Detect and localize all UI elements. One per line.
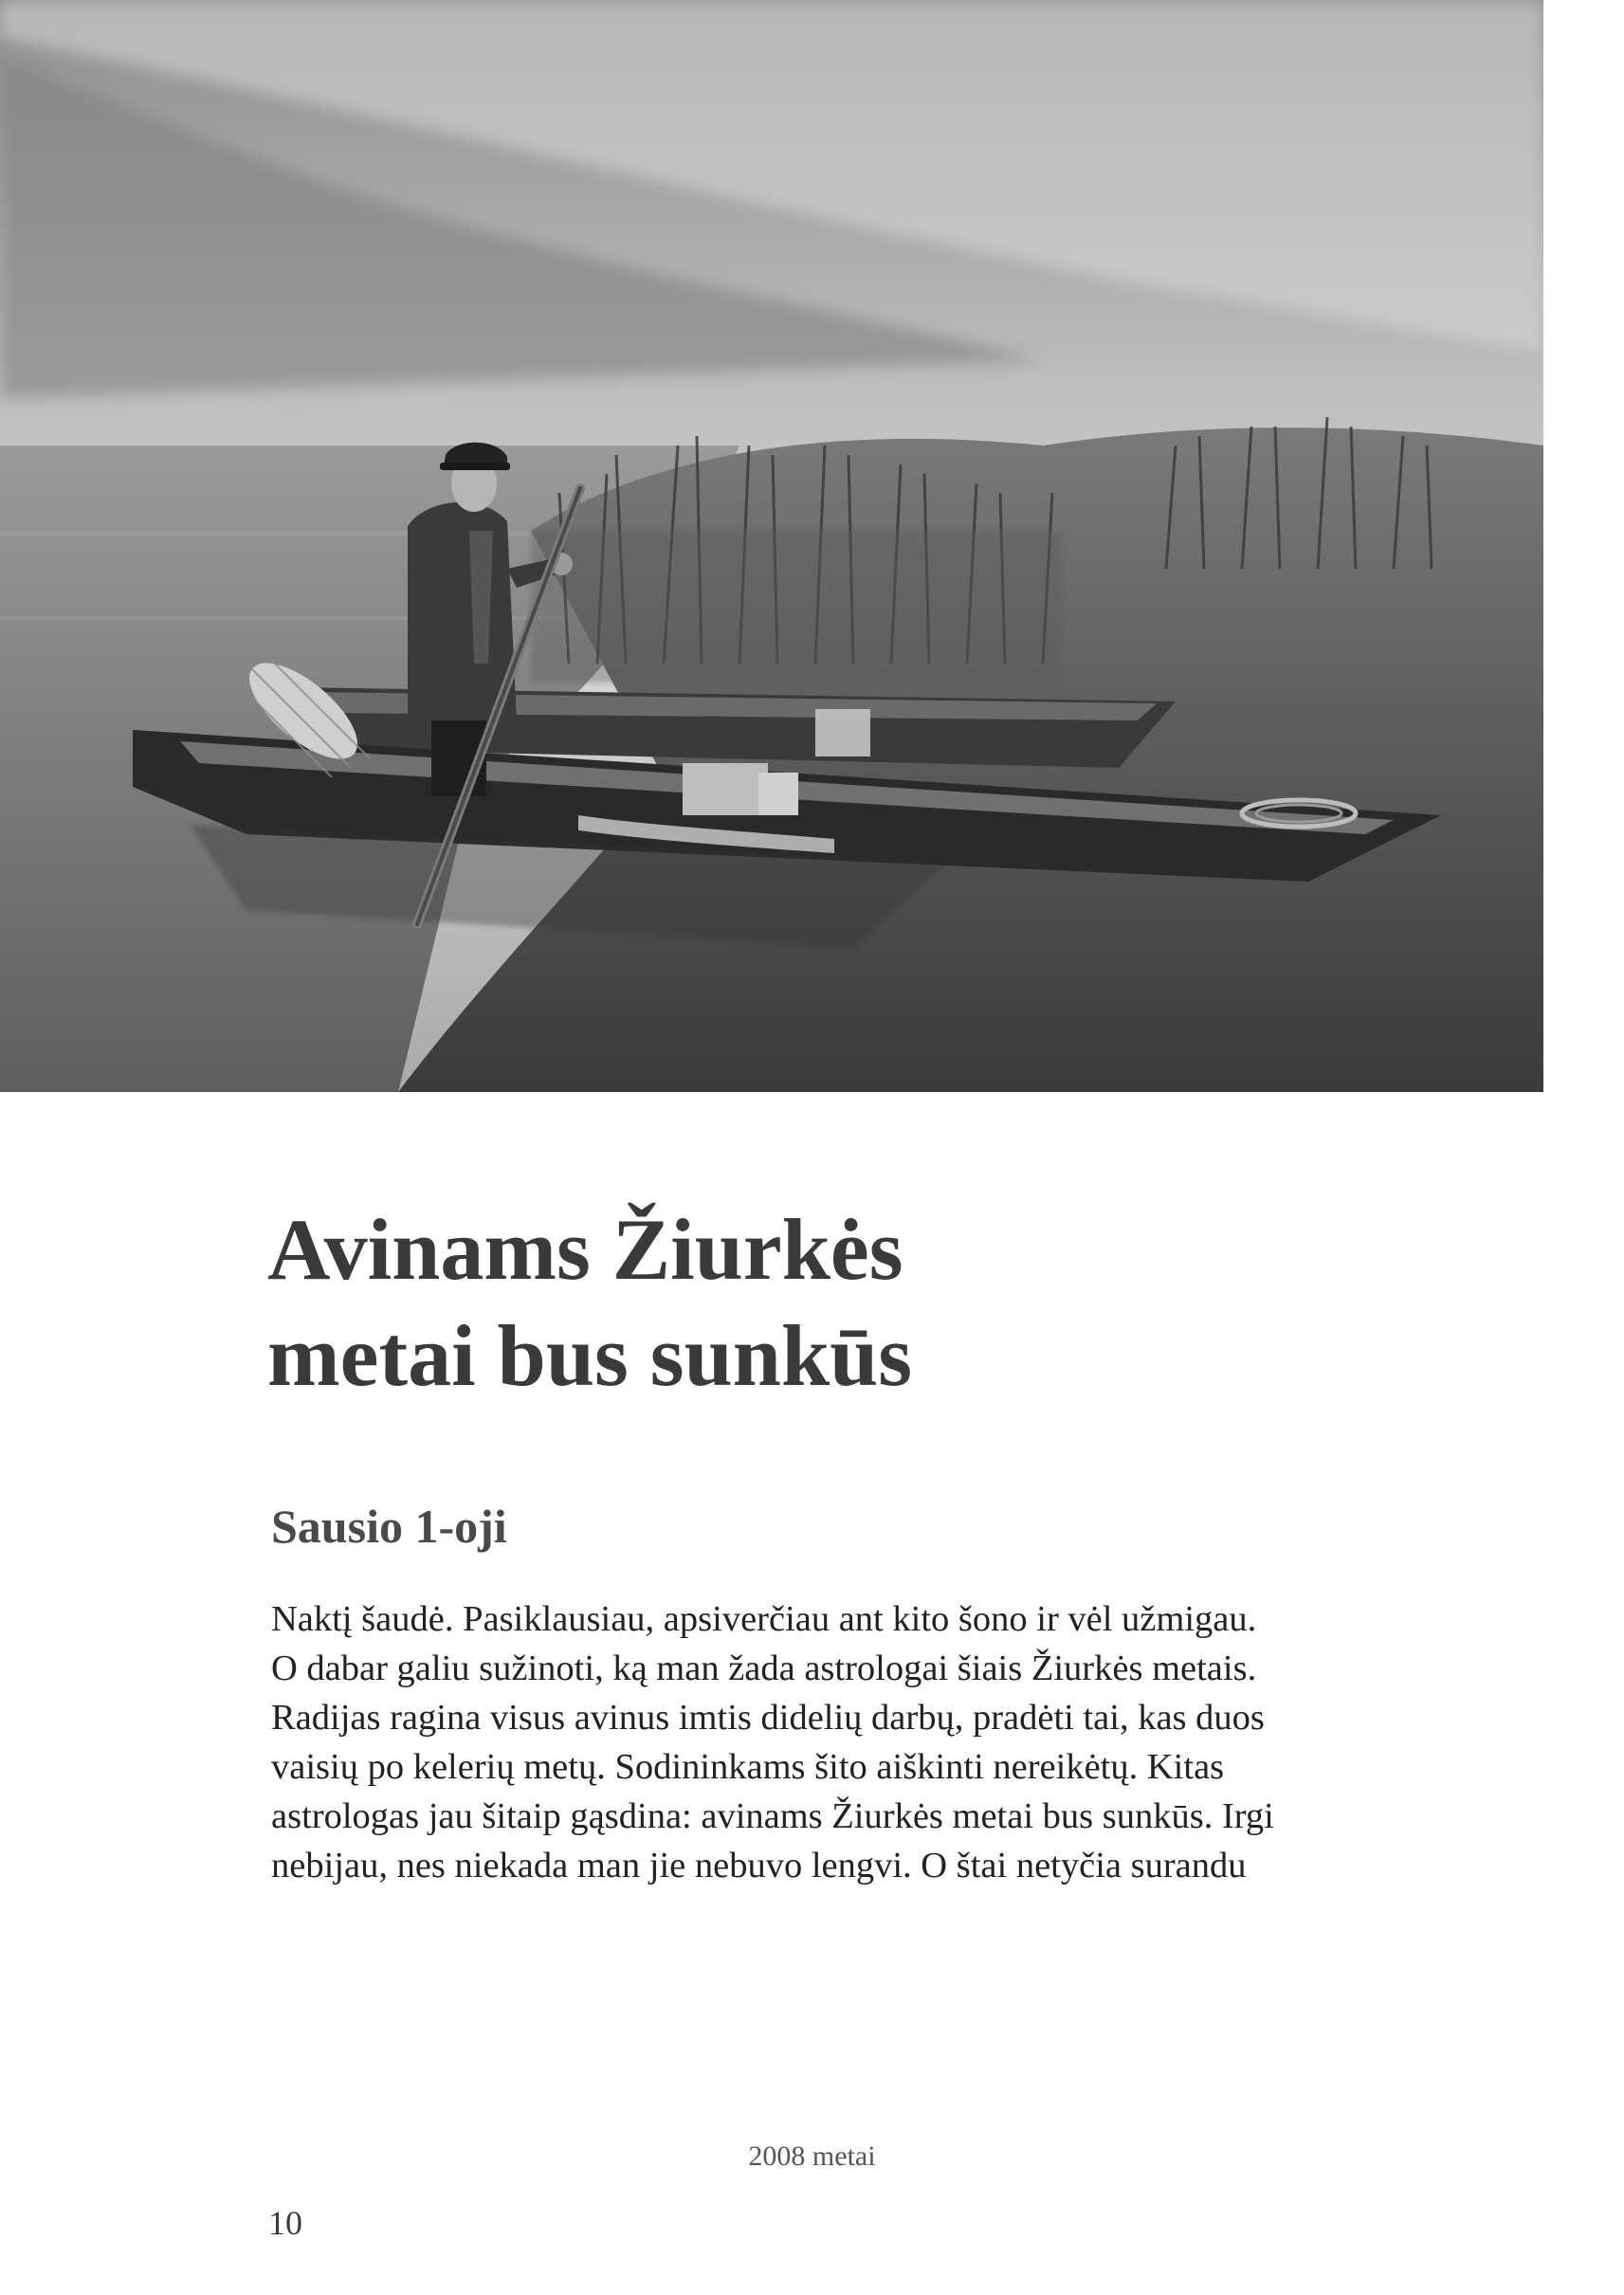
chapter-title-line-1: Avinams Žiurkės [267, 1201, 903, 1298]
entry-date-heading: Sausio 1-oji [271, 1500, 507, 1553]
body-line: Radijas ragina visus avinus imtis didelių darbų, pradėti tai, kas duos [271, 1698, 1265, 1738]
running-footer: 2008 metai [748, 2140, 876, 2172]
body-line: Naktį šaudė. Pasiklausiau, apsiverčiau ant kito šono ir vėl užmigau. [271, 1599, 1257, 1639]
body-line: vaisių po kelerių metų. Sodininkams šito aiškinti nereikėtų. Kitas [271, 1747, 1225, 1787]
body-line: astrologas jau šitaip gąsdina: avinams Žiurkės metai bus sunkūs. Irgi [271, 1796, 1274, 1836]
photo-fisherman-boats [0, 0, 1543, 1092]
chapter-title-line-2: metai bus sunkūs [267, 1307, 913, 1404]
page-number: 10 [268, 2204, 302, 2242]
chapter-title [267, 1196, 1405, 1409]
body-paragraph [271, 1594, 1409, 1890]
body-line: O dabar galiu sužinoti, ką man žada astrologai šiais Žiurkės metais. [271, 1648, 1257, 1688]
body-line: nebijau, nes niekada man jie nebuvo lengvi. O štai netyčia surandu [271, 1846, 1247, 1885]
